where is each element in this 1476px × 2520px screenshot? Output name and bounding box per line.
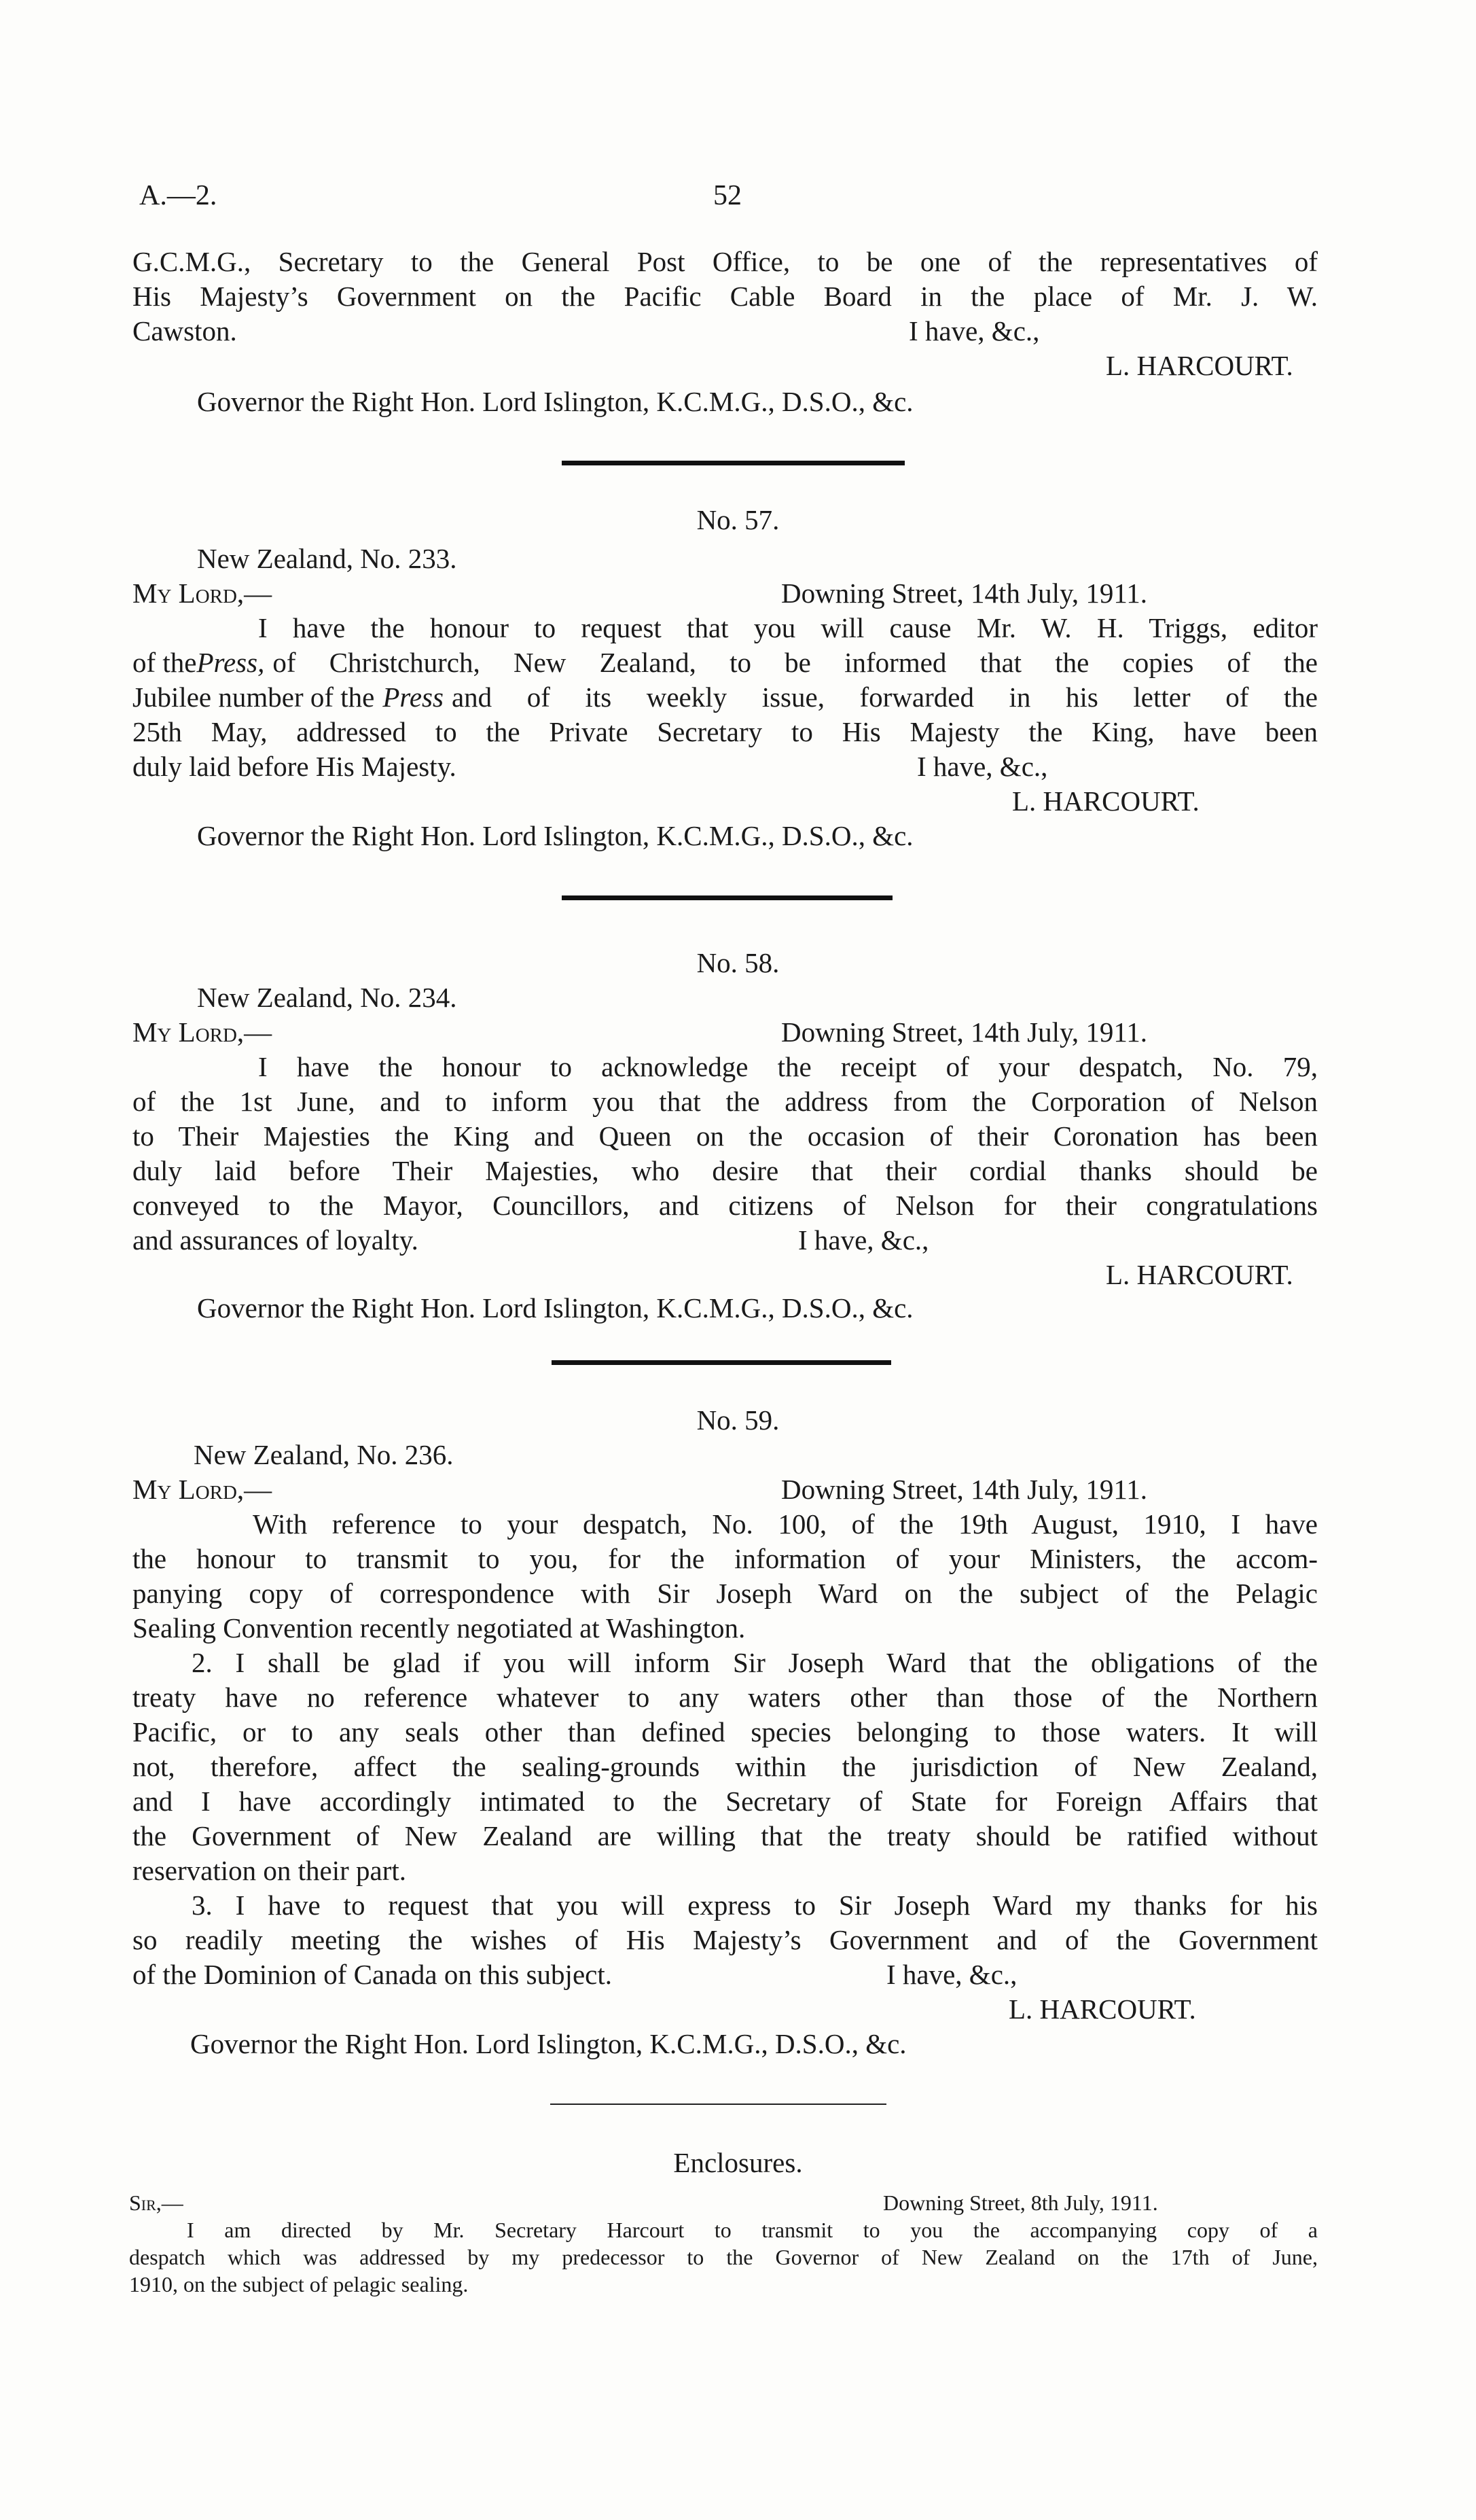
despatch-title: No. 59. [696, 1404, 780, 1436]
enclosures-heading: Enclosures. [673, 2147, 803, 2178]
body-line: and assurances of loyalty. [132, 1224, 418, 1256]
section-divider [550, 2104, 886, 2105]
signature: L. HARCOURT. [1106, 1259, 1293, 1290]
closing: I have, &c., [886, 1959, 1018, 1990]
dateline: Downing Street, 14th July, 1911. [781, 1474, 1148, 1505]
body-line: the honour to transmit to you, for the information of your Ministers, the accom- [132, 1543, 1318, 1574]
document-reference: A.—2. [139, 180, 217, 211]
body-line: Jubilee number of the Press and of its weekly issue, forwarded in his letter of the [132, 681, 1318, 713]
body-line: I have the honour to request that you will cause Mr. W. H. Triggs, editor [258, 612, 1318, 643]
closing: I have, &c., [798, 1224, 929, 1256]
body-line: and I have accordingly intimated to the Secretary of State for Foreign Affairs that [132, 1786, 1318, 1817]
body-line: duly laid before His Majesty. [132, 751, 456, 782]
section-divider [562, 461, 905, 465]
body-line: of the Dominion of Canada on this subject. [132, 1959, 612, 1990]
body-line: conveyed to the Mayor, Councillors, and citizens of Nelson for their congratulations [132, 1190, 1318, 1221]
body-line: reservation on their part. [132, 1855, 407, 1886]
dateline: Downing Street, 8th July, 1911. [883, 2190, 1158, 2215]
salutation: My Lord,— [132, 1474, 272, 1505]
despatch-reference: New Zealand, No. 236. [194, 1439, 454, 1470]
addressee: Governor the Right Hon. Lord Islington, K.C.M.G., D.S.O., &c. [190, 2028, 907, 2059]
body-line: despatch which was addressed by my predecessor to the Governor of New Zealand on the 17th of June, [129, 2245, 1318, 2269]
despatch-reference: New Zealand, No. 233. [197, 543, 457, 574]
salutation: My Lord,— [132, 1016, 272, 1048]
despatch-title: No. 58. [696, 947, 780, 978]
page-number: 52 [713, 180, 742, 211]
addressee: Governor the Right Hon. Lord Islington, K.C.M.G., D.S.O., &c. [197, 386, 914, 417]
body-line: 3. I have to request that you will express to Sir Joseph Ward my thanks for his [192, 1889, 1318, 1921]
signature: L. HARCOURT. [1009, 1993, 1196, 2025]
section-divider [562, 895, 893, 900]
body-line: panying copy of correspondence with Sir Joseph Ward on the subject of the Pelagic [132, 1578, 1318, 1609]
addressee: Governor the Right Hon. Lord Islington, K.C.M.G., D.S.O., &c. [197, 1292, 914, 1324]
body-line: Pacific, or to any seals other than defined species belonging to those waters. It will [132, 1716, 1318, 1747]
despatch-reference: New Zealand, No. 234. [197, 982, 457, 1013]
body-line: so readily meeting the wishes of His Majesty’s Government and of the Government [132, 1924, 1318, 1955]
body-line: I am directed by Mr. Secretary Harcourt to transmit to you the accompanying copy of a [187, 2218, 1318, 2242]
body-line: 2. I shall be glad if you will inform Sir Joseph Ward that the obligations of the [192, 1647, 1318, 1678]
body-line: to Their Majesties the King and Queen on the occasion of their Coronation has been [132, 1120, 1318, 1152]
addressee: Governor the Right Hon. Lord Islington, K.C.M.G., D.S.O., &c. [197, 820, 914, 851]
signature: L. HARCOURT. [1012, 785, 1200, 817]
salutation: Sir,— [129, 2190, 183, 2215]
dateline: Downing Street, 14th July, 1911. [781, 578, 1148, 609]
body-line: of the Press, of Christchurch, New Zealand, to be informed that the copies of the [132, 647, 1318, 678]
despatch-title: No. 57. [696, 504, 780, 535]
dateline: Downing Street, 14th July, 1911. [781, 1016, 1148, 1048]
body-line: of the 1st June, and to inform you that the address from the Corporation of Nelson [132, 1086, 1318, 1117]
body-line: G.C.M.G., Secretary to the General Post Office, to be one of the representatives of [132, 246, 1318, 277]
body-line: treaty have no reference whatever to any waters other than those of the Northern [132, 1682, 1318, 1713]
closing: I have, &c., [909, 315, 1040, 347]
body-line: not, therefore, affect the sealing-grounds within the jurisdiction of New Zealand, [132, 1751, 1318, 1782]
body-line: Cawston. [132, 315, 237, 347]
body-line: With reference to your despatch, No. 100, of the 19th August, 1910, I have [253, 1508, 1318, 1540]
salutation: My Lord,— [132, 578, 272, 609]
closing: I have, &c., [917, 751, 1048, 782]
section-divider [552, 1360, 891, 1365]
body-line: His Majesty’s Government on the Pacific Cable Board in the place of Mr. J. W. [132, 281, 1318, 312]
body-line: duly laid before Their Majesties, who desire that their cordial thanks should be [132, 1155, 1318, 1186]
body-line: I have the honour to acknowledge the receipt of your despatch, No. 79, [258, 1051, 1318, 1082]
body-line: Sealing Convention recently negotiated at Washington. [132, 1612, 746, 1644]
body-line: 25th May, addressed to the Private Secretary to His Majesty the King, have been [132, 716, 1318, 747]
signature: L. HARCOURT. [1106, 350, 1293, 381]
body-line: 1910, on the subject of pelagic sealing. [129, 2272, 469, 2296]
body-line: the Government of New Zealand are willing that the treaty should be ratified without [132, 1820, 1318, 1851]
